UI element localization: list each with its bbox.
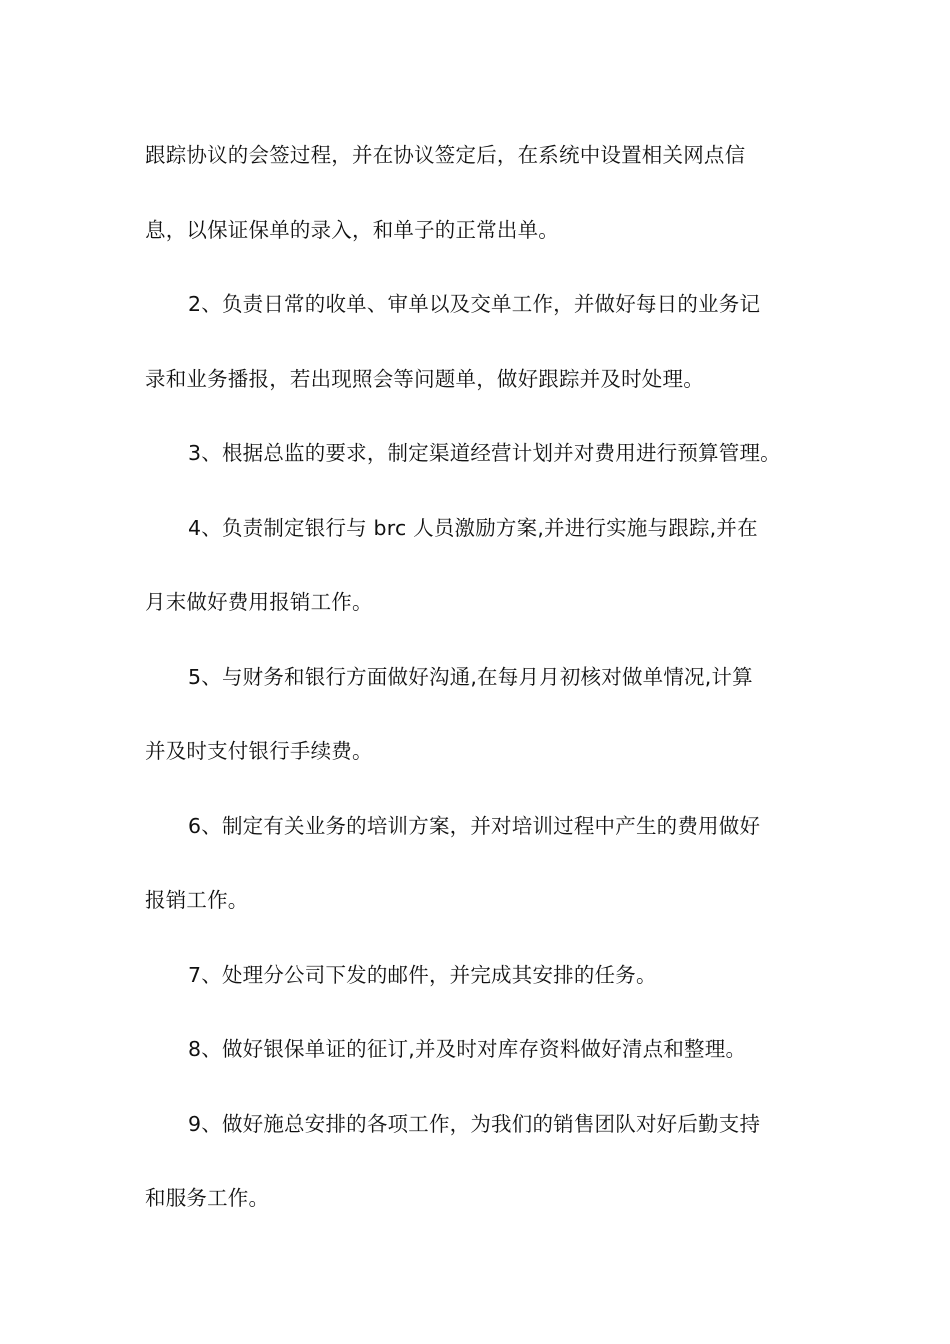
document-body [145,118,815,1236]
list-item-8: 8、做好银保单证的征订,并及时对库存资料做好清点和整理。 [188,1037,747,1061]
text-line: 月末做好费用报销工作。 [145,590,373,614]
text-line: 跟踪协议的会签过程，并在协议签定后，在系统中设置相关网点信 [145,143,746,167]
list-item-7: 7、处理分公司下发的邮件，并完成其安排的任务。 [188,962,657,987]
list-item-2: 2、负责日常的收单、审单以及交单工作，并做好每日的业务记 [188,292,761,316]
text-line: 和服务工作。 [145,1186,270,1210]
list-item-4: 4、负责制定银行与 brc 人员激励方案,并进行实施与跟踪,并在 [188,515,758,540]
text-line: 报销工作。 [145,888,249,912]
list-item-6: 6、制定有关业务的培训方案，并对培训过程中产生的费用做好 [188,813,761,838]
list-item-5: 5、与财务和银行方面做好沟通,在每月月初核对做单情况,计算 [188,664,753,689]
text-line: 并及时支付银行手续费。 [145,739,373,763]
text-line: 录和业务播报，若出现照会等问题单，做好跟踪并及时处理。 [145,366,704,391]
list-item-3: 3、根据总监的要求，制定渠道经营计划并对费用进行预算管理。 [188,441,781,465]
list-item-9: 9、做好施总安排的各项工作，为我们的销售团队对好后勤支持 [188,1111,761,1136]
text-line: 息，以保证保单的录入，和单子的正常出单。 [145,217,559,242]
